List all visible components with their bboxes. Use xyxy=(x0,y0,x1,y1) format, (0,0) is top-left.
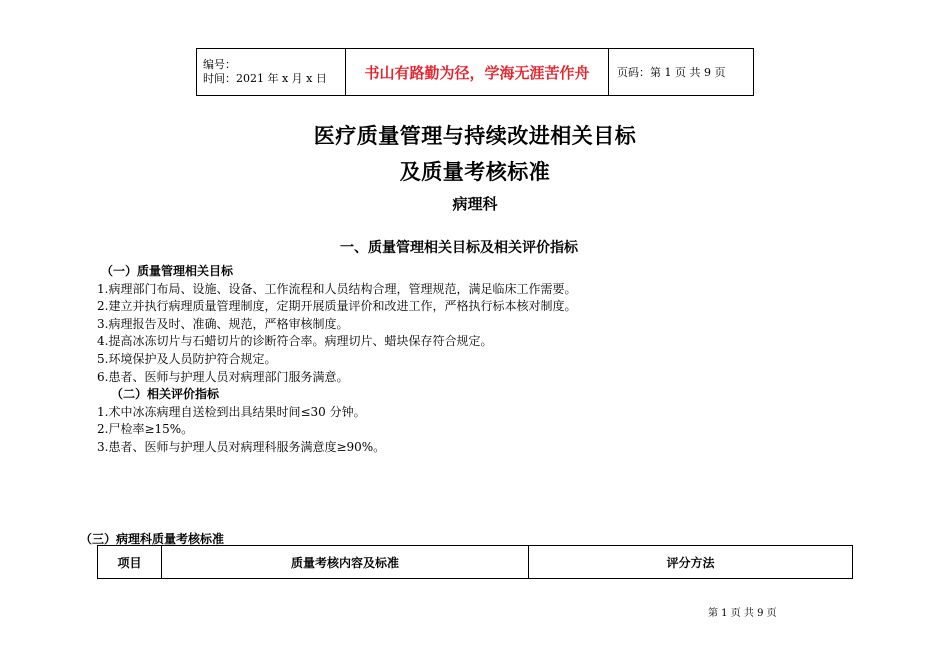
goal-item: 3.病理报告及时、准确、规范，严格审核制度。 xyxy=(97,316,349,331)
goal-item: 2.建立并执行病理质量管理制度，定期开展质量评价和改进工作，严格执行标本核对制度。 xyxy=(97,299,577,314)
goal-item: 6.患者、医师与护理人员对病理部门服务满意。 xyxy=(97,369,349,384)
document-title-line1: 医疗质量管理与持续改进相关目标 xyxy=(313,124,637,148)
page-code: 页码：第 1 页 共 9 页 xyxy=(609,49,754,96)
section1-title: 一、质量管理相关目标及相关评价指标 xyxy=(340,240,578,256)
goal-item: 1.病理部门布局、设施、设备、工作流程和人员结构合理，管理规范，满足临床工作需要。 xyxy=(97,281,577,296)
column-header-content: 质量考核内容及标准 xyxy=(162,546,529,579)
department-subtitle: 病理科 xyxy=(452,195,498,213)
document-title-line2: 及质量考核标准 xyxy=(399,160,551,184)
assessment-table xyxy=(97,545,853,579)
goals-section xyxy=(97,263,576,457)
indicator-item: 1.术中冰冻病理自送检到出具结果时间≤30 分钟。 xyxy=(97,404,366,419)
header-table xyxy=(196,48,754,96)
time-label: 时间：2021 年 x 月 x 日 xyxy=(203,72,327,85)
motto: 书山有路勤为径，学海无涯苦作舟 xyxy=(346,49,609,96)
column-header-scoring: 评分方法 xyxy=(529,546,853,579)
indicator-item: 3.患者、医师与护理人员对病理科服务满意度≥90%。 xyxy=(97,439,386,454)
indicator-item: 2.尸检率≥15%。 xyxy=(97,422,194,437)
column-header-item: 项目 xyxy=(98,546,162,579)
table-header-row xyxy=(98,546,853,579)
number-label: 编号： xyxy=(203,58,236,71)
page-footer: 第 1 页 共 9 页 xyxy=(708,608,777,619)
indicators-heading: （二）相关评价指标 xyxy=(111,387,220,402)
goal-item: 5.环境保护及人员防护符合规定。 xyxy=(97,351,277,366)
goals-heading: （一）质量管理相关目标 xyxy=(101,264,234,278)
section3-title: （三）病理科质量考核标准 xyxy=(80,532,225,546)
header-meta-cell xyxy=(197,49,346,96)
goal-item: 4.提高冰冻切片与石蜡切片的诊断符合率。病理切片、蜡块保存符合规定。 xyxy=(97,334,493,349)
